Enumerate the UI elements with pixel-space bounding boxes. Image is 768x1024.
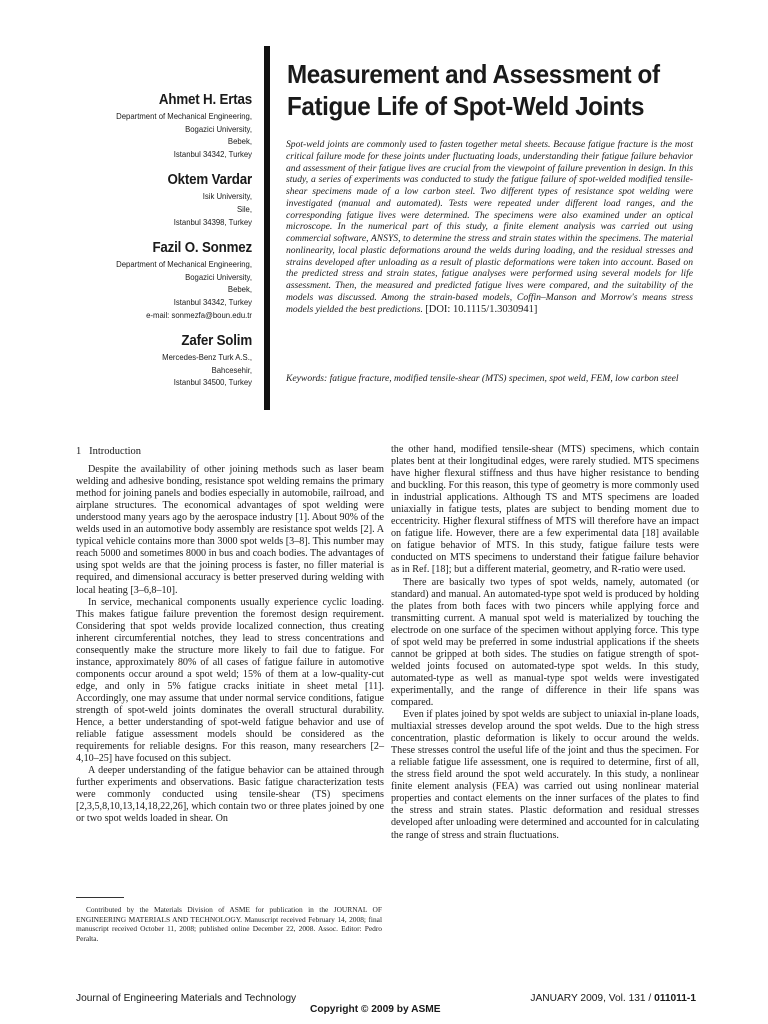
author-affiliation-line: Bebek,	[227, 136, 252, 147]
author-affiliation-line: Department of Mechanical Engineering,	[116, 111, 252, 121]
left-column	[76, 440, 384, 825]
author-affiliation-line: Mercedes-Benz Turk A.S.,	[162, 352, 252, 363]
footer-copyright: Copyright © 2009 by ASME	[310, 1004, 441, 1015]
right-column	[391, 444, 699, 842]
section-title: Introduction	[89, 446, 142, 457]
author-3	[96, 240, 252, 321]
author-affiliation-line: Isik University,	[202, 191, 252, 202]
author-affiliation-line: Istanbul 34398, Turkey	[173, 216, 252, 227]
author-affiliation-line: Bahcesehir,	[211, 364, 252, 375]
author-affiliation-line: Istanbul 34342, Turkey	[173, 148, 252, 159]
author-affiliation-line: Bebek,	[227, 284, 252, 295]
footer-separator: /	[645, 993, 655, 1004]
author-4	[96, 333, 252, 389]
abstract	[286, 139, 693, 315]
author-affiliation-line: Istanbul 34500, Turkey	[173, 377, 252, 388]
author-1	[96, 92, 252, 160]
footnote-rule	[76, 897, 124, 898]
author-affiliation-line: Department of Mechanical Engineering,	[116, 259, 252, 270]
author-affiliation-line: Istanbul 34342, Turkey	[173, 296, 252, 307]
footer-issue	[530, 993, 696, 1004]
section-heading	[76, 446, 384, 458]
body-paragraph: the other hand, modified tensile-shear (MTS) specimens, which contain plates bent at their longitudinal edges, were rarely studied. MTS specimens have higher flexural stiffness and thus have higher resistance to bending and buckling. For this reason, this type of geometry is more commonly used in industrial applications. Although TS and MTS specimens are loaded uniaxially in fatigue tests, plates are subject to bending moment due to eccentricity. Higher flexural stiffness of MTS will therefore have an impact on fatigue life. However, there are a few experimental data [18] available on fatigue behavior of MTS. In this study, fatigue failure tests were conducted on MTS specimens to understand their fatigue failure behavior as in Ref. [18]; but a different material, geometry, and R-ratio were used.	[391, 444, 699, 576]
author-email[interactable]: e-mail: sonmezfa@boun.edu.tr	[146, 309, 252, 320]
title-vertical-rule	[264, 46, 270, 410]
author-name: Oktem Vardar	[167, 172, 252, 189]
section-number: 1	[76, 446, 82, 457]
author-name: Zafer Solim	[181, 333, 252, 350]
abstract-text: Spot-weld joints are commonly used to fasten together metal sheets. Because fatigue fracture is the most critical failure mode for these joints under fluctuating loads, understanding their fatigue failure behavior and assessment of their fatigue lives are crucial from the viewpoint of failure prevention in design. In this study, a series of experiments was conducted to study the fatigue failure of spot-welded modified tensile-shear specimens made of a low carbon steel. Two different types of resistance spot welding were investigated (manual and automated). Tests were repeated under different load ranges, and the corresponding fatigue lives were determined. The specimens were also examined under an optical microscope. In the numerical part of this study, a finite element analysis was carried out using commercial software, ANSYS, to determine the stress and strain states within the specimens. The material nonlinearity, local plastic deformations around the welds during loading, and the residual stresses and strains developed after unloading as a result of plastic deformations were taken into account. Based on the predicted stress and strain states, fatigue analyses were performed using several models for life assessment. Then, the measured and predicted fatigue lives were compared, and the suitability of the models was discussed. Among the strain-based models, Coffin–Manson and Morrow's means stress models yielded the best predictions.	[286, 139, 693, 315]
doi-link[interactable]: [DOI: 10.1115/1.3030941]	[425, 303, 538, 315]
author-name: Fazil O. Sonmez	[152, 240, 252, 257]
body-paragraph: A deeper understanding of the fatigue behavior can be attained through further experiments and observations. Basic fatigue characterization tests were commonly conducted using tensile-shear (TS) specimens [2,3,5,8,10,13,14,18,22,26], which contain two or three plates joined by one or two spot welds loaded in shear. On	[76, 765, 384, 825]
body-paragraph: Despite the availability of other joining methods such as laser beam welding and adhesive bonding, resistance spot welding remains the primary method for joining panels and bodies especially in automobile, railroad, and airplane structures. The economical advantages of spot welding were understood many years ago by the aerospace industry [1]. About 90% of the welds used in an automotive body assembly are resistance spot welds [2]. A typical vehicle contains more than 3000 spot welds [3–8]. This number may reach 5000 and sometimes 8000 in bus and coach bodies. The advantages of using spot welds are that the joining process is faster, no filler material is required, and dimensional accuracy is better preserved during welding with local heating [3–6,8–10].	[76, 464, 384, 596]
author-block	[96, 92, 252, 401]
body-paragraph: In service, mechanical components usually experience cyclic loading. This makes fatigue failure prevention the foremost design requirement. Considering that spot welds provide localized connection, thus creating inherent circumferential notches, they lead to stress concentrations and consequently make the structure more likely to fail due to fatigue. For instance, approximately 80% of all cases of fatigue failure in automotive components occur around a spot weld; 15% of them at a low-quality-cut edge, and only in 5% fatigue cracks initiate in sheet metal [11]. Accordingly, one may assume that under normal service conditions, fatigue strength of spot-weld joints dominates the overall structural durability. Hence, a better understanding of spot-weld fatigue behavior and use of reliable fatigue assessment models should be considered as the requirements for reliable designs. For this reason, many researchers [2–4,10–25] have focused on this subject.	[76, 596, 384, 765]
body-paragraph: Even if plates joined by spot welds are subject to uniaxial in-plane loads, multiaxial stresses develop around the spot welds. Due to the high stress concentration, plastic deformation is likely to occur around the welds. These stresses control the useful life of the joint and thus the specimen. For a reliable fatigue life assessment, one is required to determine, first of all, the stress field around the spot weld accurately. In this study, a nonlinear finite element analysis (FEA) was carried out using nonlinear material properties and contact elements on the inner surfaces of the plates to find the stress and strain states. Plastic deformation and residual stresses developed after unloading were determined and accounted for in calculating the range of stress and strain fluctuations.	[391, 709, 699, 841]
author-affiliation-line: Bogazici University,	[185, 123, 252, 134]
footer-article-number: 011011-1	[654, 993, 696, 1004]
author-affiliation-line: Sile,	[236, 203, 252, 214]
footer-issue-text: JANUARY 2009, Vol. 131	[530, 993, 646, 1004]
footnote: Contributed by the Materials Division of ASME for publication in the JOURNAL OF ENGINEERING MATERIALS AND TECHNOLOGY. Manuscript received February 14, 2008; final manuscript received October 11, 2008; published online December 22, 2008. Assoc. Editor: Pedro Peralta.	[76, 905, 382, 943]
footer-journal: Journal of Engineering Materials and Technology	[76, 993, 297, 1004]
paper-title: Measurement and Assessment of Fatigue Life of Spot-Weld Joints	[287, 59, 660, 121]
body-paragraph: There are basically two types of spot welds, namely, automated (or standard) and manual. An automated-type spot weld is produced by holding the plates from both faces with two pincers while applying force and transmitting current. A manual spot weld is materialized by touching the electrode on one surface of the specimen without applying force. This type of spot weld may be preferred in some industrial applications if the sheets cannot be gripped at both sides. The studies on fatigue strength of spot-welded joints focused on automated-type spot welds. In this study, automated-type as well as manual-type spot welds were investigated experimentally, and the range of difference in their life spans was compared.	[391, 576, 699, 708]
author-2	[96, 172, 252, 228]
keywords: Keywords: fatigue fracture, modified tensile-shear (MTS) specimen, spot weld, FEM, low carbon steel	[286, 373, 679, 384]
author-name: Ahmet H. Ertas	[158, 92, 252, 108]
author-affiliation-line: Bogazici University,	[185, 271, 252, 282]
